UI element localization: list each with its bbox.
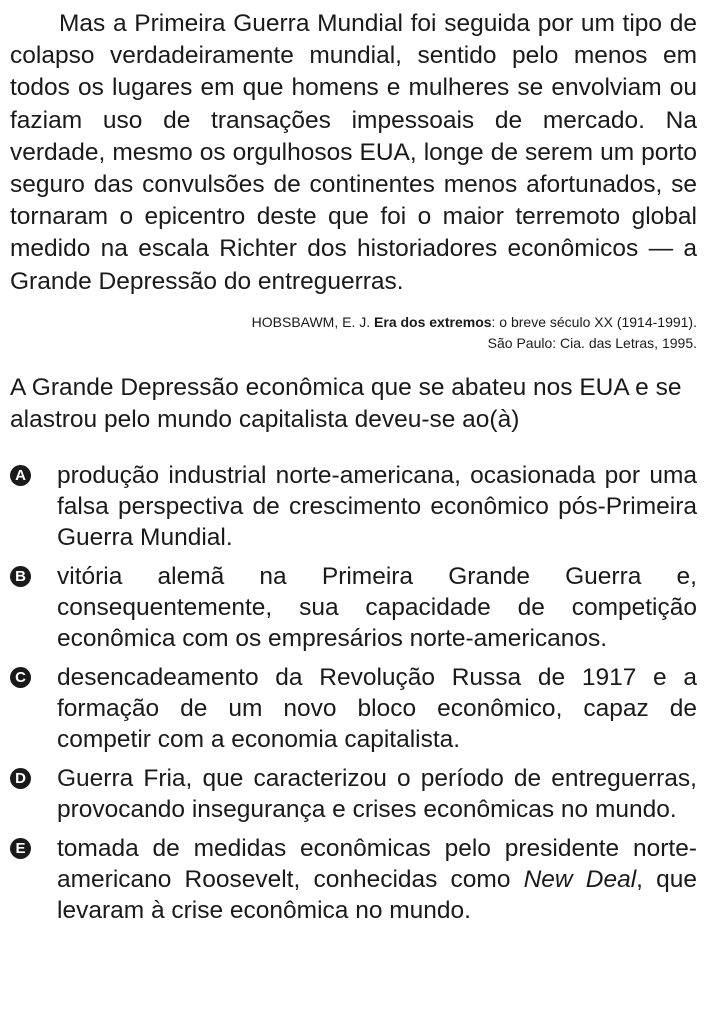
option-b[interactable] — [10, 561, 697, 654]
option-a-letter: A — [10, 465, 31, 486]
option-b-letter: B — [10, 566, 31, 587]
option-c-text: desencadeamento da Revolução Russa de 1917 e a formação de um novo bloco econômico, capaz de competir com a economia capitalista. — [57, 663, 697, 753]
citation-author: HOBSBAWM, E. J. — [251, 313, 375, 330]
option-e-text-after: , que levaram à crise econômica no mundo. — [57, 865, 697, 924]
option-c-letter: C — [10, 667, 31, 688]
passage-text: Mas a Primeira Guerra Mundial foi seguida por um tipo de colapso verdadeiramente mundial, sentido pelo menos em todos os lugares em que homens e mulheres se envolviam ou faziam uso de transações impessoais de mercado. Na verdade, mesmo os orgulhosos EUA, longe de serem um porto seguro das convulsões de continentes menos afortunados, se tornaram o epicentro deste que foi o maior terremoto global medido na escala Richter dos historiadores econômicos — a Grande Depressão do entreguerras. — [10, 10, 697, 295]
citation-line-1 — [10, 312, 697, 333]
option-b-text: vitória alemã na Primeira Grande Guerra e, consequentemente, sua capacidade de competição econômica com os empresários norte-americanos. — [57, 562, 697, 652]
citation-title: Era dos extremos — [374, 313, 492, 330]
option-e[interactable] — [10, 833, 697, 926]
option-e-text — [57, 833, 697, 926]
option-e-text-before: tomada de medidas econômicas pelo presidente norte-americano Roosevelt, conhecidas como — [57, 834, 697, 893]
option-c[interactable] — [10, 662, 697, 755]
question-stem: A Grande Depressão econômica que se abateu nos EUA e se alastrou pelo mundo capitalista deveu-se ao(à) — [10, 373, 682, 434]
option-d[interactable] — [10, 763, 697, 825]
option-a-text: produção industrial norte-americana, ocasionada por uma falsa perspectiva de crescimento econômico pós-Primeira Guerra Mundial. — [57, 461, 697, 551]
citation — [10, 312, 697, 354]
option-e-letter: E — [10, 838, 31, 859]
citation-subtitle: : o breve século XX (1914-1991). — [491, 313, 697, 330]
citation-publisher: São Paulo: Cia. das Letras, 1995. — [487, 334, 697, 351]
option-a[interactable] — [10, 460, 697, 553]
answer-options — [10, 460, 697, 926]
option-d-text: Guerra Fria, que caracterizou o período de entreguerras, provocando insegurança e crises econômicas no mundo. — [57, 764, 697, 823]
option-d-letter: D — [10, 768, 31, 789]
option-e-text-italic: New Deal — [523, 865, 637, 893]
